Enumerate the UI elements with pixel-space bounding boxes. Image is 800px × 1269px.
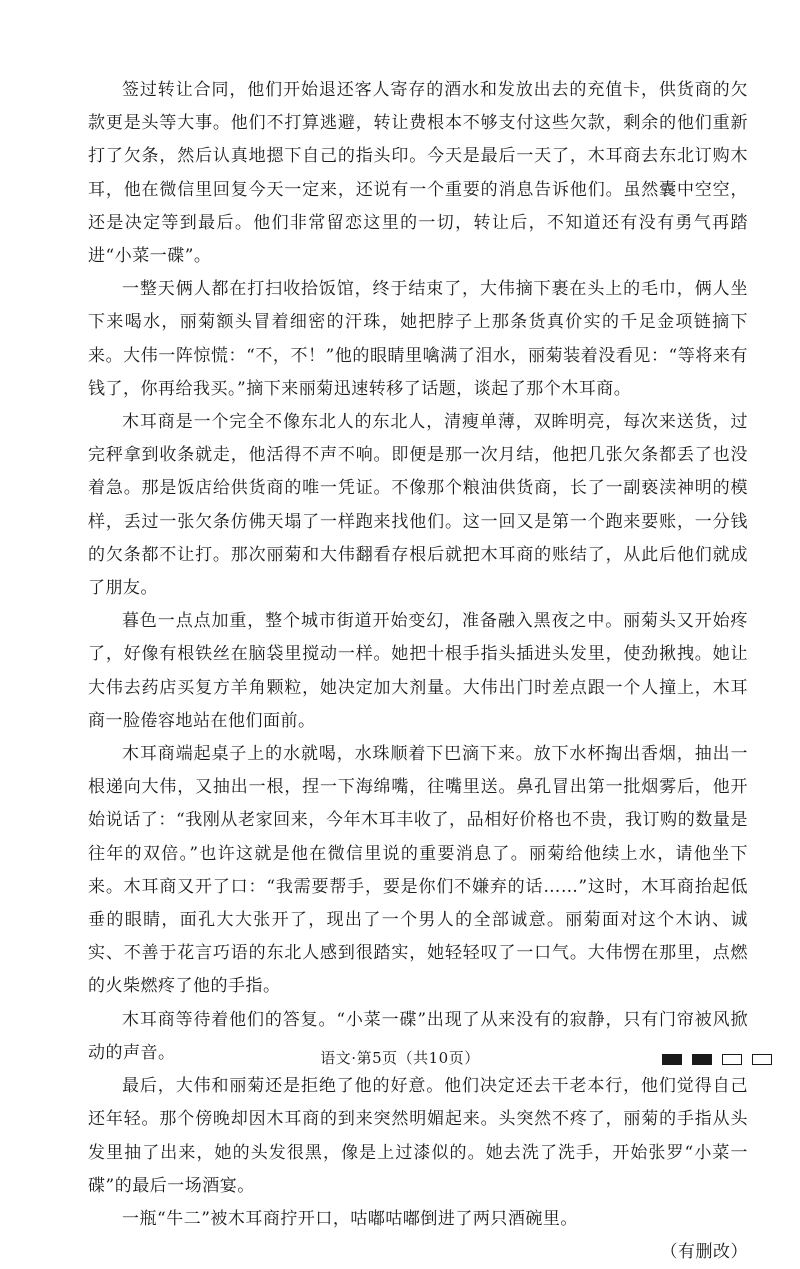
filled-square-mark <box>692 1054 712 1065</box>
filled-square-mark <box>662 1054 682 1065</box>
abridged-note: （有删改） <box>660 1242 748 1263</box>
paragraph-6: 木耳商等待着他们的答复。“小菜一碟”出现了从来没有的寂静，只有门帘被风掀动的声音。 <box>88 1009 748 1063</box>
page-footer <box>0 1043 800 1073</box>
paragraph-7: 最后，大伟和丽菊还是拒绝了他的好意。他们决定还去干老本行，他们觉得自己还年轻。那个傍晚却因木耳商的到来突然明媚起来。头突然不疼了，丽菊的手指从头发里抽了出来，她的头发很黑，像是上过漆似的。她去洗了洗手，开始张罗“小菜一碟”的最后一场酒宴。 <box>88 1076 748 1196</box>
passage-body <box>88 74 748 1269</box>
paragraph-1: 签过转让合同，他们开始退还客人寄存的酒水和发放出去的充值卡，供货商的欠款更是头等大事。他们不打算逃避，转让费根本不够支付这些欠款，剩余的他们重新打了欠条，然后认真地摁下自己的指头印。今天是最后一天了，木耳商去东北订购木耳，他在微信里回复今天一定来，还说有一个重要的消息告诉他们。虽然囊中空空，还是决定等到最后。他们非常留恋这里的一切，转让后，不知道还有没有勇气再踏进“小菜一碟”。 <box>88 80 748 267</box>
hollow-square-mark <box>722 1054 742 1065</box>
paragraph-4: 暮色一点点加重，整个城市街道开始变幻，准备融入黑夜之中。丽菊头又开始疼了，好像有根铁丝在脑袋里搅动一样。她把十根手指头插进头发里，使劲揪拽。她让大伟去药店买复方羊角颗粒，她决定加大剂量。大伟出门时差点跟一个人撞上，木耳商一脸倦容地站在他们面前。 <box>88 611 748 731</box>
paragraph-2: 一整天俩人都在打扫收拾饭馆，终于结束了，大伟摘下裹在头上的毛巾，俩人坐下来喝水，丽菊额头冒着细密的汗珠，她把脖子上那条货真价实的千足金项链摘下来。大伟一阵惊慌：“不，不！”他的眼睛里噙满了泪水，丽菊装着没看见：“等将来有钱了，你再给我买。”摘下来丽菊迅速转移了话题，谈起了那个木耳商。 <box>88 279 748 399</box>
page-number: 语文·第5页（共10页） <box>320 1049 480 1067</box>
hollow-square-mark <box>752 1054 772 1065</box>
page-position-marks <box>662 1054 772 1065</box>
paragraph-5: 木耳商端起桌子上的水就喝，水珠顺着下巴滴下来。放下水杯掏出香烟，抽出一根递向大伟，又抽出一根，捏一下海绵嘴，往嘴里送。鼻孔冒出第一批烟雾后，他开始说话了：“我刚从老家回来，今年木耳丰收了，品相好价格也不贵，我订购的数量是往年的双倍。”也许这就是他在微信里说的重要消息了。丽菊给他续上水，请他坐下来。木耳商又开了口：“我需要帮手，要是你们不嫌弃的话……”这时，木耳商抬起低垂的眼睛，面孔大大张开了，现出了一个男人的全部诚意。丽菊面对这个木讷、诚实、不善于花言巧语的东北人感到很踏实，她轻轻叹了一口气。大伟愣在那里，点燃的火柴燃疼了他的手指。 <box>88 744 748 997</box>
paragraph-8: 一瓶“牛二”被木耳商拧开口，咕嘟咕嘟倒进了两只酒碗里。 <box>122 1208 578 1229</box>
paragraph-3: 木耳商是一个完全不像东北人的东北人，清瘦单薄，双眸明亮，每次来送货，过完秤拿到收条就走，他活得不声不响。即便是那一次月结，他把几张欠条都丢了也没着急。那是饭店给供货商的唯一凭证。不像那个粮油供货商，长了一副亵渎神明的模样，丢过一张欠条仿佛天塌了一样跑来找他们。这一回又是第一个跑来要账，一分钱的欠条都不让打。那次丽菊和大伟翻看存根后就把木耳商的账结了，从此后他们就成了朋友。 <box>88 412 748 599</box>
